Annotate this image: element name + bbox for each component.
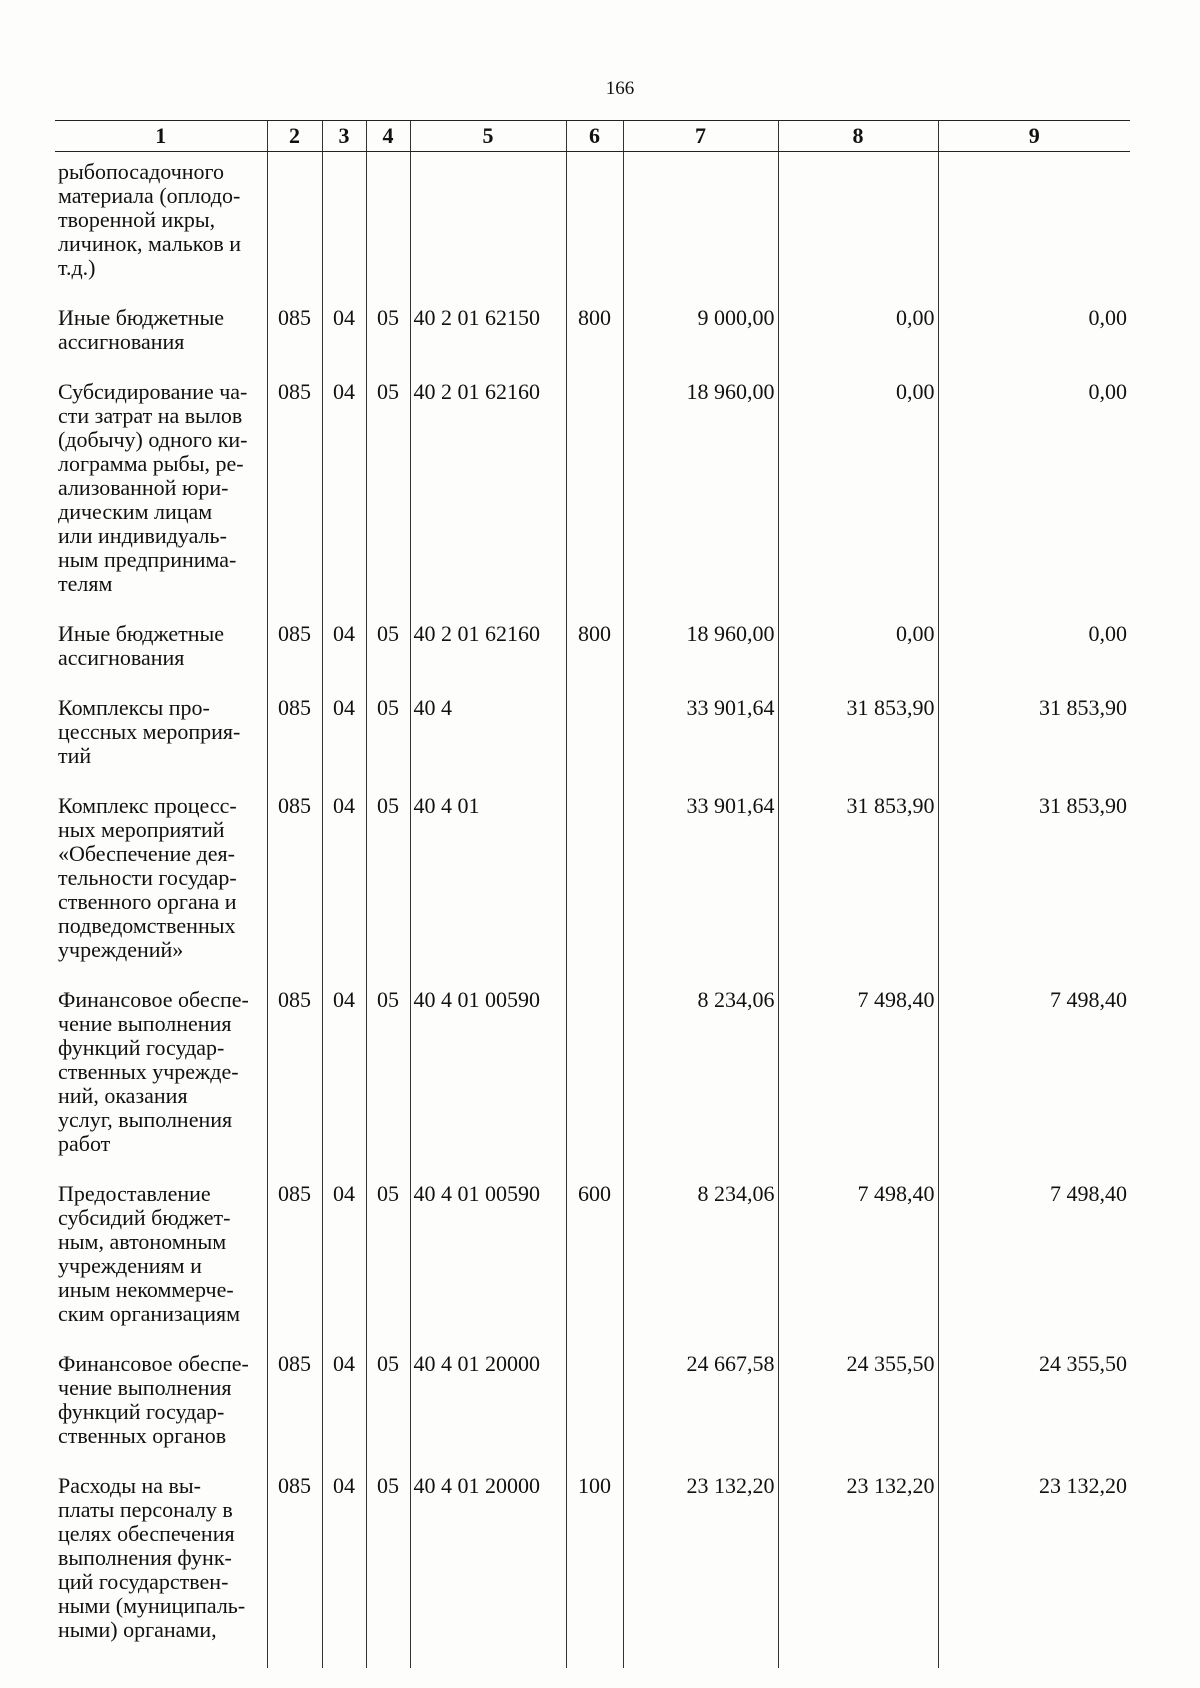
row-description-text: Расходы на вы- платы персоналу в целях обеспечения выполнения функ- ций государствен- ными (муниципаль- ными) органами, <box>58 1473 246 1642</box>
amount-col-9: 0,00 <box>938 380 1130 622</box>
ministry-code: 085 <box>267 696 322 794</box>
amount-col-9: 7 498,40 <box>938 988 1130 1182</box>
table-row <box>55 1352 1130 1474</box>
amount-col-8: 0,00 <box>778 380 938 622</box>
amount-col-8 <box>778 152 938 307</box>
ministry-code: 085 <box>267 794 322 988</box>
subsection-code: 05 <box>366 1352 410 1474</box>
row-description <box>55 794 267 988</box>
amount-col-9: 24 355,50 <box>938 1352 1130 1474</box>
subsection-code <box>366 152 410 307</box>
section-code: 04 <box>322 622 366 696</box>
amount-col-7: 33 901,64 <box>623 696 778 794</box>
table-row <box>55 988 1130 1182</box>
target-article-code: 40 4 01 00590 <box>410 988 566 1182</box>
target-article-code: 40 2 01 62160 <box>410 380 566 622</box>
amount-col-9: 0,00 <box>938 306 1130 380</box>
amount-col-8: 7 498,40 <box>778 1182 938 1352</box>
target-article-code: 40 2 01 62150 <box>410 306 566 380</box>
ministry-code: 085 <box>267 622 322 696</box>
header-row <box>55 121 1130 152</box>
column-header: 2 <box>267 121 322 152</box>
table-row <box>55 794 1130 988</box>
amount-col-7: 8 234,06 <box>623 988 778 1182</box>
section-code: 04 <box>322 794 366 988</box>
table-row <box>55 622 1130 696</box>
amount-col-8: 31 853,90 <box>778 696 938 794</box>
amount-col-8: 24 355,50 <box>778 1352 938 1474</box>
ministry-code: 085 <box>267 1474 322 1668</box>
row-description-text: Субсидирование ча- сти затрат на вылов (добычу) одного ки- лограмма рыбы, ре- ализованной юри- дическим лицам или индивидуаль- ным предпринима- телям <box>58 379 248 596</box>
amount-col-9: 31 853,90 <box>938 696 1130 794</box>
row-description <box>55 988 267 1182</box>
amount-col-7: 18 960,00 <box>623 622 778 696</box>
expense-type-code <box>566 988 623 1182</box>
table-row <box>55 696 1130 794</box>
table-body <box>55 152 1130 1669</box>
subsection-code: 05 <box>366 794 410 988</box>
row-description-text: Иные бюджетные ассигнования <box>58 621 225 670</box>
subsection-code: 05 <box>366 696 410 794</box>
subsection-code: 05 <box>366 380 410 622</box>
column-header: 6 <box>566 121 623 152</box>
section-code: 04 <box>322 306 366 380</box>
table-row <box>55 1182 1130 1352</box>
row-description-text: Комплекс процесс- ных мероприятий «Обеспечение дея- тельности государ- ственного органа и подведомственных учреждений» <box>58 793 237 962</box>
column-header: 3 <box>322 121 366 152</box>
amount-col-7: 24 667,58 <box>623 1352 778 1474</box>
amount-col-8: 7 498,40 <box>778 988 938 1182</box>
amount-col-7: 9 000,00 <box>623 306 778 380</box>
amount-col-7: 18 960,00 <box>623 380 778 622</box>
subsection-code: 05 <box>366 306 410 380</box>
table-row <box>55 1474 1130 1668</box>
table-row <box>55 306 1130 380</box>
target-article-code: 40 2 01 62160 <box>410 622 566 696</box>
column-header: 5 <box>410 121 566 152</box>
section-code: 04 <box>322 696 366 794</box>
expense-type-code <box>566 380 623 622</box>
row-description <box>55 380 267 622</box>
amount-col-8: 31 853,90 <box>778 794 938 988</box>
section-code <box>322 152 366 307</box>
target-article-code: 40 4 <box>410 696 566 794</box>
ministry-code <box>267 152 322 307</box>
column-header: 9 <box>938 121 1130 152</box>
amount-col-7: 33 901,64 <box>623 794 778 988</box>
amount-col-9 <box>938 152 1130 307</box>
ministry-code: 085 <box>267 988 322 1182</box>
table-row <box>55 152 1130 307</box>
subsection-code: 05 <box>366 1474 410 1668</box>
expense-type-code <box>566 1352 623 1474</box>
target-article-code: 40 4 01 20000 <box>410 1474 566 1668</box>
subsection-code: 05 <box>366 1182 410 1352</box>
row-description <box>55 152 267 307</box>
row-description-text: Комплексы про- цессных мероприя- тий <box>58 695 241 768</box>
amount-col-9: 23 132,20 <box>938 1474 1130 1668</box>
row-description-text: Финансовое обеспе- чение выполнения функций государ- ственных органов <box>58 1351 249 1448</box>
ministry-code: 085 <box>267 1182 322 1352</box>
section-code: 04 <box>322 988 366 1182</box>
amount-col-7: 8 234,06 <box>623 1182 778 1352</box>
expense-type-code: 100 <box>566 1474 623 1668</box>
row-description <box>55 1474 267 1668</box>
amount-col-8: 23 132,20 <box>778 1474 938 1668</box>
row-description-text: Иные бюджетные ассигнования <box>58 305 225 354</box>
amount-col-8: 0,00 <box>778 306 938 380</box>
amount-col-8: 0,00 <box>778 622 938 696</box>
section-code: 04 <box>322 1182 366 1352</box>
row-description <box>55 306 267 380</box>
target-article-code: 40 4 01 <box>410 794 566 988</box>
budget-table <box>55 120 1130 1668</box>
section-code: 04 <box>322 380 366 622</box>
row-description <box>55 1182 267 1352</box>
target-article-code: 40 4 01 00590 <box>410 1182 566 1352</box>
row-description-text: Предоставление субсидий бюджет- ным, автономным учреждениям и иным некоммерче- ским организациям <box>58 1181 241 1326</box>
amount-col-9: 31 853,90 <box>938 794 1130 988</box>
amount-col-7 <box>623 152 778 307</box>
row-description <box>55 622 267 696</box>
expense-type-code <box>566 152 623 307</box>
column-header: 8 <box>778 121 938 152</box>
section-code: 04 <box>322 1474 366 1668</box>
column-header: 7 <box>623 121 778 152</box>
ministry-code: 085 <box>267 1352 322 1474</box>
ministry-code: 085 <box>267 306 322 380</box>
row-description <box>55 696 267 794</box>
amount-col-9: 0,00 <box>938 622 1130 696</box>
expense-type-code <box>566 794 623 988</box>
row-description <box>55 1352 267 1474</box>
expense-type-code <box>566 696 623 794</box>
expense-type-code: 600 <box>566 1182 623 1352</box>
section-code: 04 <box>322 1352 366 1474</box>
column-header: 1 <box>55 121 267 152</box>
amount-col-9: 7 498,40 <box>938 1182 1130 1352</box>
expense-type-code: 800 <box>566 306 623 380</box>
table-row <box>55 380 1130 622</box>
expense-type-code: 800 <box>566 622 623 696</box>
column-header: 4 <box>366 121 410 152</box>
subsection-code: 05 <box>366 622 410 696</box>
target-article-code <box>410 152 566 307</box>
target-article-code: 40 4 01 20000 <box>410 1352 566 1474</box>
amount-col-7: 23 132,20 <box>623 1474 778 1668</box>
page-number: 166 <box>605 78 635 99</box>
subsection-code: 05 <box>366 988 410 1182</box>
row-description-text: рыбопосадочного материала (оплодо- творенной икры, личинок, мальков и т.д.) <box>58 159 242 280</box>
row-description-text: Финансовое обеспе- чение выполнения функций государ- ственных учрежде- ний, оказания услуг, выполнения работ <box>58 987 249 1156</box>
ministry-code: 085 <box>267 380 322 622</box>
